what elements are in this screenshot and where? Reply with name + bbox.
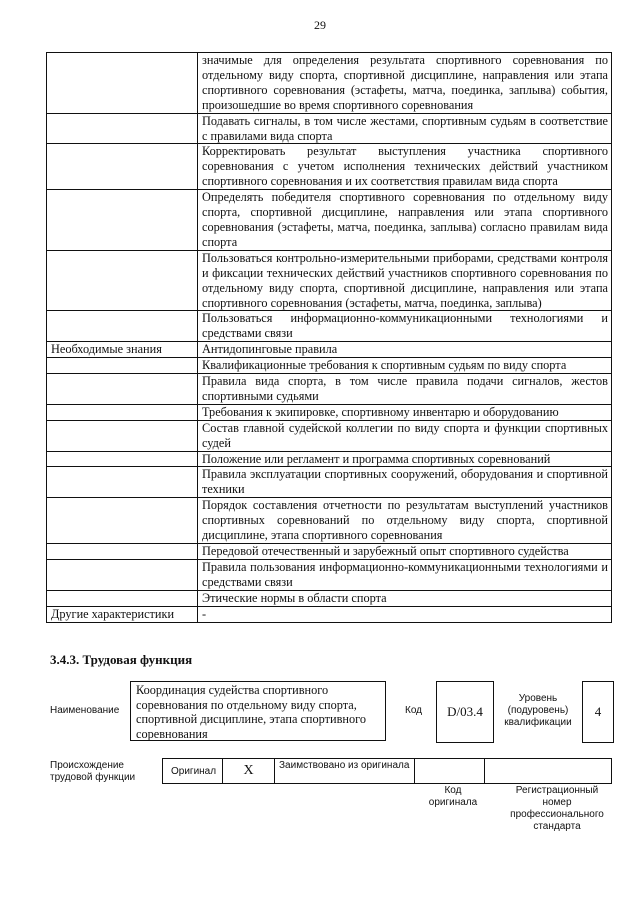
table-row bbox=[47, 342, 612, 358]
row-text: Определять победителя спортивного соревнования по отдельному виду спорта, спортивной дисциплине, направления или этапа спортивного соревнования (эстафеты, матча, поединка, заплыва) согласно правилам вида спорта bbox=[198, 190, 612, 251]
original-mark-cell bbox=[223, 759, 275, 783]
reg-number-cell bbox=[485, 759, 611, 783]
code-label: Код bbox=[405, 705, 423, 716]
row-label bbox=[47, 311, 198, 342]
page-number: 29 bbox=[314, 18, 326, 32]
row-label bbox=[47, 467, 198, 498]
row-text: Квалификационные требования к спортивным судьям по виду спорта bbox=[198, 358, 612, 374]
table-row bbox=[47, 374, 612, 405]
row-text: Положение или регламент и программа спортивных соревнований bbox=[198, 451, 612, 467]
original-cell bbox=[163, 759, 223, 783]
reg-caption: Регистрационный номер профессионального стандарта bbox=[510, 785, 604, 832]
function-name-box: Координация судейства спортивного соревнования по отдельному виду спорта, спортивной дисциплине, этапа спортивного соревнования bbox=[130, 681, 386, 741]
row-label bbox=[47, 113, 198, 144]
table-row bbox=[47, 250, 612, 311]
origin-row bbox=[162, 758, 612, 784]
original-mark: X bbox=[243, 763, 254, 778]
table-row bbox=[47, 451, 612, 467]
name-label: Наименование bbox=[50, 705, 120, 716]
row-text: значимые для определения результата спортивного соревнования по отдельному виду спорта, спортивной дисциплине, направления или этапа спортивного соревнования (эстафеты, матча, поединка, заплыва) события, произошедшие во время спортивного соревнования bbox=[198, 53, 612, 114]
table-row bbox=[47, 544, 612, 560]
row-text: Состав главной судейской коллегии по виду спорта и функции спортивных судей bbox=[198, 420, 612, 451]
row-text: Пользоваться контрольно-измерительными приборами, средствами контроля и фиксации технических действий участников спортивного соревнования по отдельному виду спорта, спортивной дисциплине, направления или этапа спортивного соревнования (эстафеты, матча, поединка, заплыва) bbox=[198, 250, 612, 311]
row-label bbox=[47, 451, 198, 467]
table-row bbox=[47, 190, 612, 251]
level-label: Уровень (подуровень) квалификации bbox=[504, 693, 572, 728]
row-text: Пользоваться информационно-коммуникационными технологиями и средствами связи bbox=[198, 311, 612, 342]
origin-label: Происхождение трудовой функции bbox=[50, 760, 136, 783]
row-label bbox=[47, 144, 198, 190]
row-text: Правила вида спорта, в том числе правила подачи сигналов, жестов спортивными судьями bbox=[198, 374, 612, 405]
code-caption: Код оригинала bbox=[428, 785, 478, 808]
table-row bbox=[47, 498, 612, 544]
level-box: 4 bbox=[582, 681, 614, 743]
row-text: Подавать сигналы, в том числе жестами, спортивным судьям в соответствие с правилами вида спорта bbox=[198, 113, 612, 144]
row-label bbox=[47, 404, 198, 420]
row-label bbox=[47, 590, 198, 606]
original-code-cell bbox=[415, 759, 485, 783]
row-text: - bbox=[198, 606, 612, 622]
row-label: Другие характеристики bbox=[47, 606, 198, 622]
table-row bbox=[47, 467, 612, 498]
original-label: Оригинал bbox=[171, 765, 217, 777]
requirements-table bbox=[46, 52, 612, 623]
table-row bbox=[47, 404, 612, 420]
row-label bbox=[47, 250, 198, 311]
row-label bbox=[47, 559, 198, 590]
row-text: Правила эксплуатации спортивных сооружений, оборудования и спортивной техники bbox=[198, 467, 612, 498]
table-row bbox=[47, 113, 612, 144]
section-title: 3.4.3. Трудовая функция bbox=[50, 652, 193, 667]
row-label bbox=[47, 498, 198, 544]
row-text: Передовой отечественный и зарубежный опыт спортивного судейства bbox=[198, 544, 612, 560]
table-row bbox=[47, 590, 612, 606]
row-label bbox=[47, 53, 198, 114]
borrowed-cell bbox=[275, 759, 415, 783]
borrowed-label: Заимствовано из оригинала bbox=[279, 760, 410, 771]
row-label: Необходимые знания bbox=[47, 342, 198, 358]
row-text: Порядок составления отчетности по результатам выступлений участников спортивных соревнований по отдельному виду спорта, спортивной дисциплине, этапа спортивного соревнования bbox=[198, 498, 612, 544]
row-text: Правила пользования информационно-коммуникационными технологиями и средствами связи bbox=[198, 559, 612, 590]
table-row bbox=[47, 358, 612, 374]
table-row bbox=[47, 559, 612, 590]
table-row bbox=[47, 53, 612, 114]
table-row bbox=[47, 144, 612, 190]
row-label bbox=[47, 190, 198, 251]
row-text: Требования к экипировке, спортивному инвентарю и оборудованию bbox=[198, 404, 612, 420]
table-row bbox=[47, 606, 612, 622]
row-label bbox=[47, 420, 198, 451]
row-text: Этические нормы в области спорта bbox=[198, 590, 612, 606]
code-box: D/03.4 bbox=[436, 681, 494, 743]
row-label bbox=[47, 544, 198, 560]
row-label bbox=[47, 374, 198, 405]
row-text: Антидопинговые правила bbox=[198, 342, 612, 358]
row-text: Корректировать результат выступления участника спортивного соревнования с учетом исполнения технических действий участником спортивного соревнования и их соответствия правилам вида спорта bbox=[198, 144, 612, 190]
row-label bbox=[47, 358, 198, 374]
table-row bbox=[47, 311, 612, 342]
table-row bbox=[47, 420, 612, 451]
